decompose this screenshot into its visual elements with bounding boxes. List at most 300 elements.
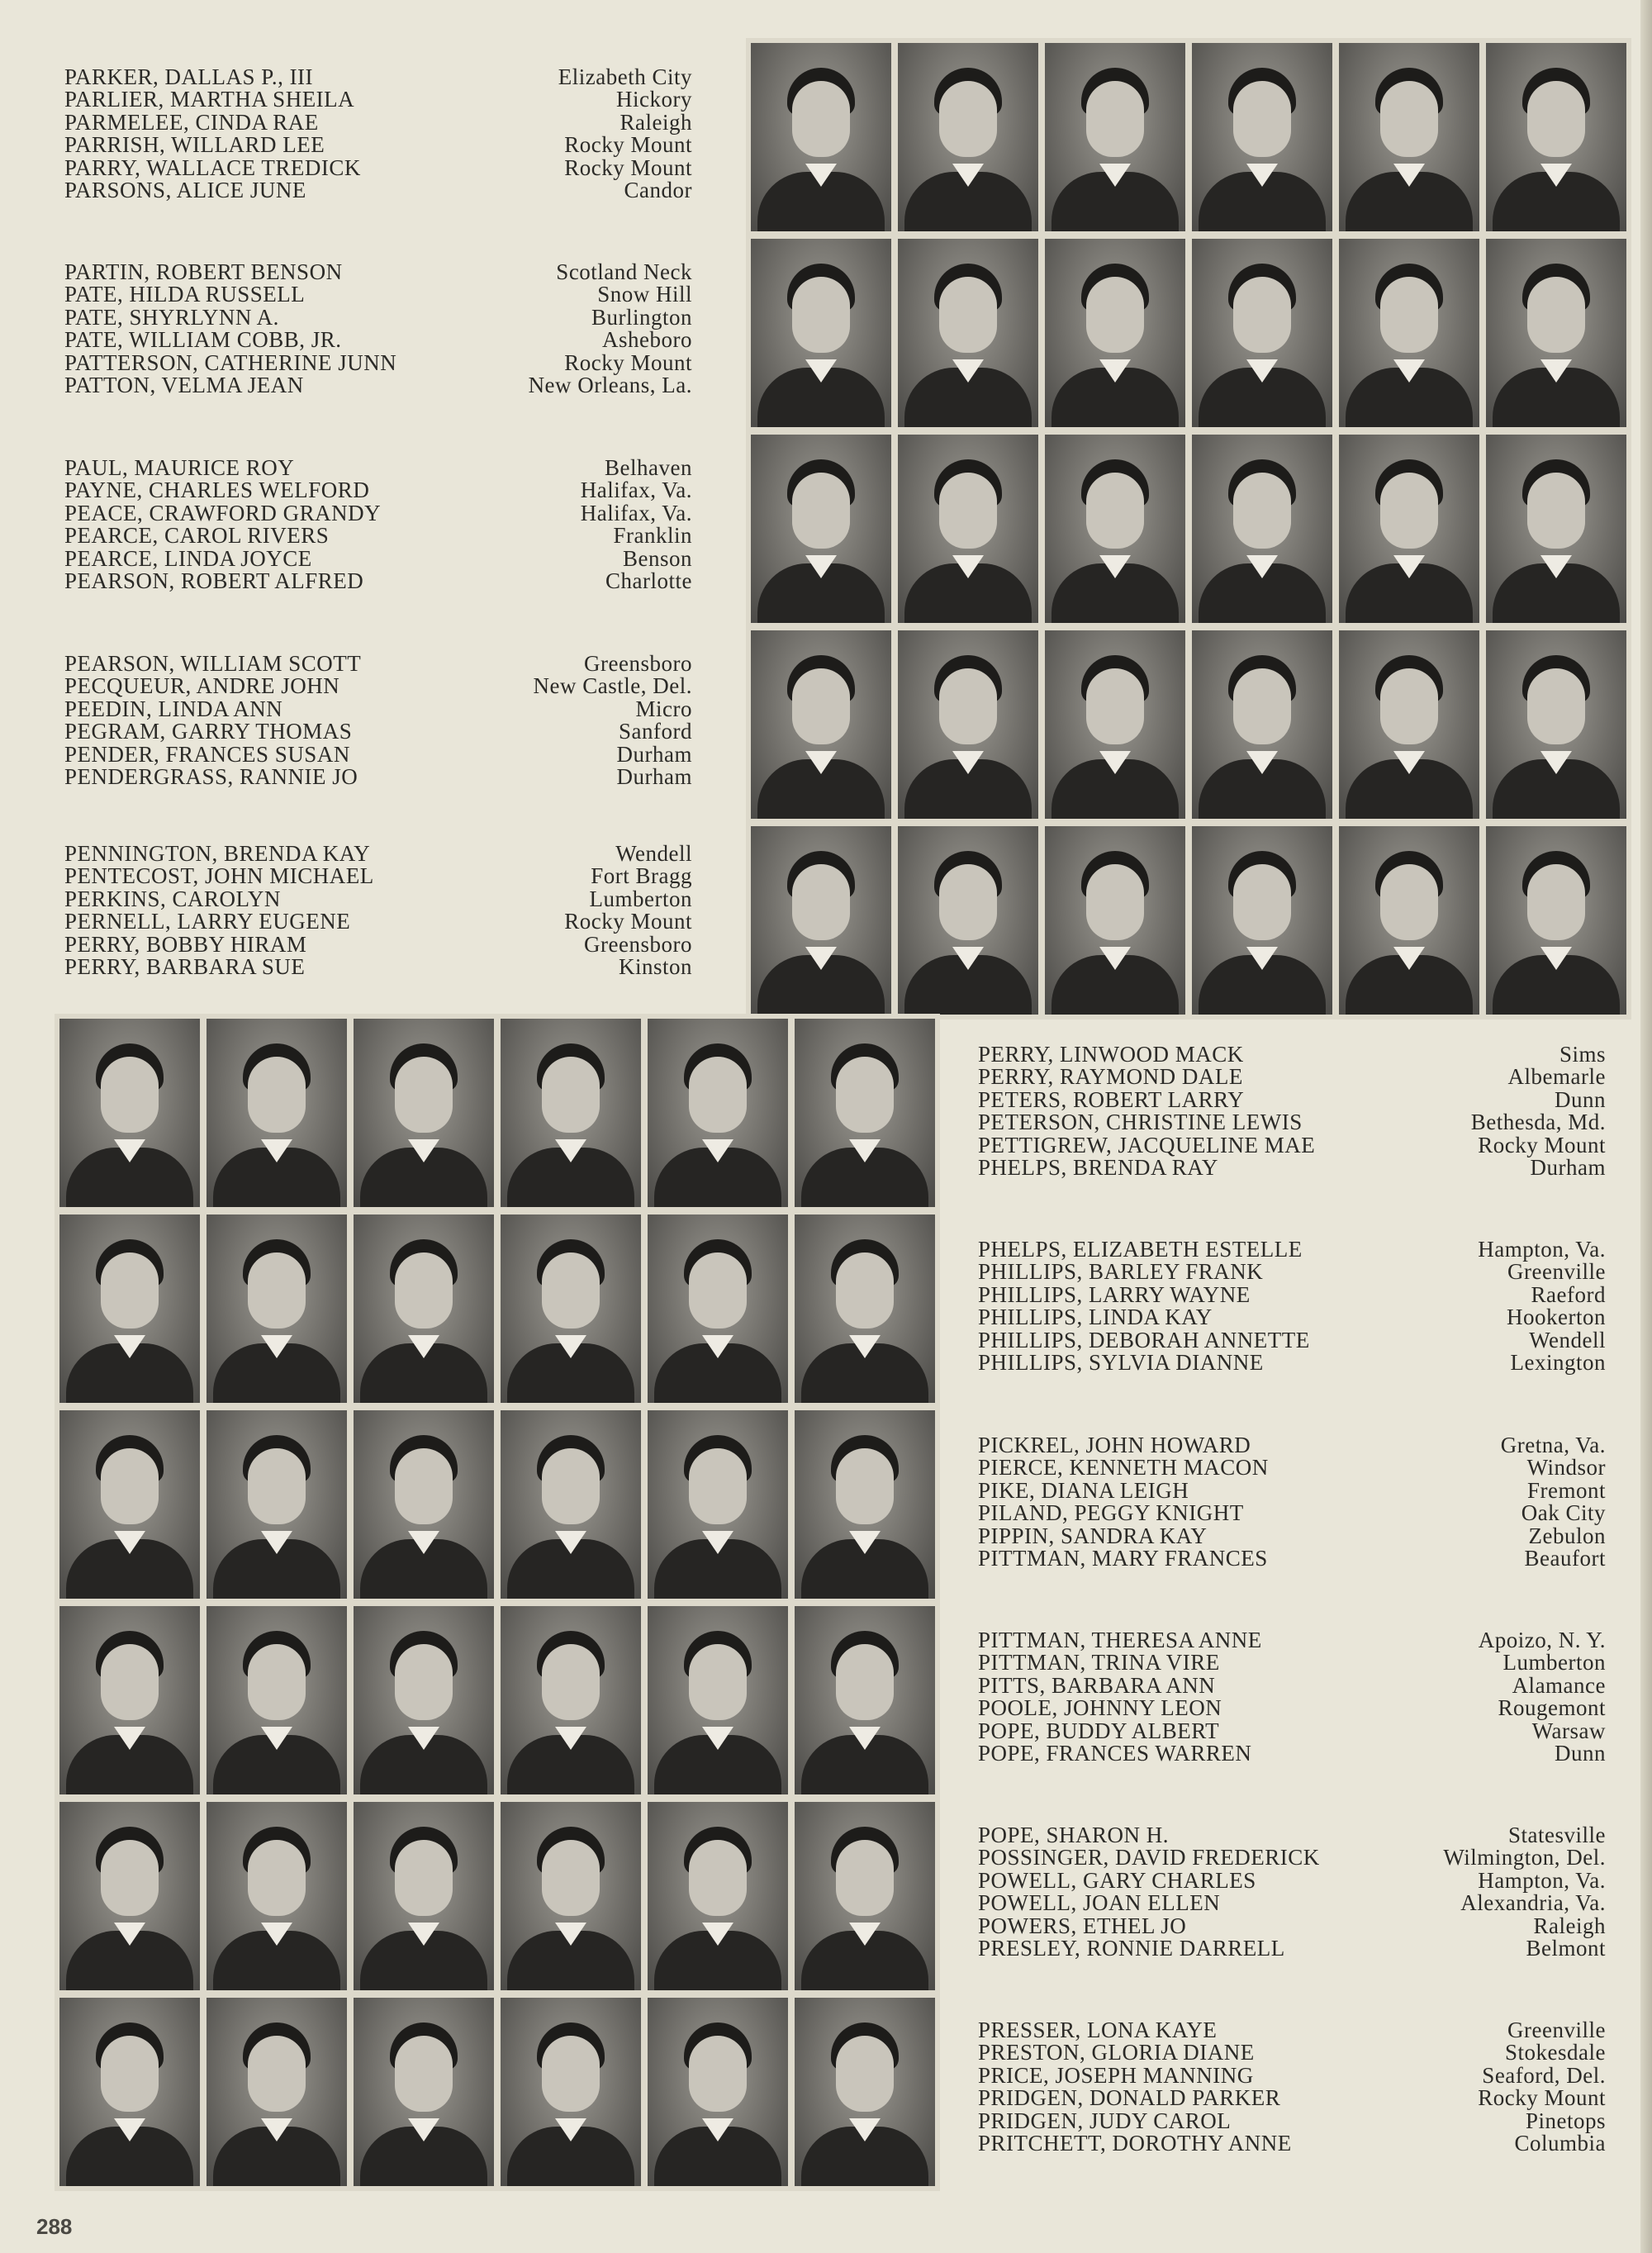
student-name: PERRY, RAYMOND DALE xyxy=(978,1064,1243,1090)
student-portrait xyxy=(898,630,1038,819)
portrait-face xyxy=(939,668,997,744)
student-name: PHELPS, ELIZABETH ESTELLE xyxy=(978,1237,1303,1262)
student-hometown: Wilmington, Del. xyxy=(1443,1845,1606,1870)
student-name: PARRY, WALLACE TREDICK xyxy=(64,154,361,180)
student-entry xyxy=(64,502,692,525)
lower-portrait-grid xyxy=(55,1014,940,2191)
student-hometown: Belhaven xyxy=(605,455,692,480)
student-hometown: Rocky Mount xyxy=(564,909,692,934)
student-name: PARLIER, MARTHA SHEILA xyxy=(64,87,355,112)
student-hometown: Raleigh xyxy=(1533,1913,1606,1938)
student-name: PITTMAN, THERESA ANNE xyxy=(978,1628,1262,1652)
portrait-face xyxy=(1086,864,1144,940)
student-portrait xyxy=(1045,630,1185,819)
student-entry xyxy=(978,1847,1606,1869)
student-name: PARKER, DALLAS P., III xyxy=(64,64,314,89)
portrait-face xyxy=(542,2036,600,2112)
portrait-face xyxy=(101,1448,159,1524)
student-portrait xyxy=(898,826,1038,1015)
student-name: POPE, SHARON H. xyxy=(978,1823,1170,1847)
student-portrait xyxy=(1192,630,1332,819)
student-entry xyxy=(978,1477,1606,1503)
student-entry xyxy=(64,374,692,397)
student-entry xyxy=(978,1134,1606,1157)
portrait-face xyxy=(689,1448,747,1524)
student-portrait xyxy=(206,1214,347,1403)
student-name: PERRY, LINWOOD MACK xyxy=(978,1042,1244,1067)
student-hometown: Scotland Neck xyxy=(556,259,692,284)
student-portrait xyxy=(1192,43,1332,231)
portrait-face xyxy=(689,1252,747,1329)
student-name: PARSONS, ALICE JUNE xyxy=(64,178,306,203)
student-entry xyxy=(64,843,692,865)
portrait-face xyxy=(1527,81,1585,157)
student-hometown: Fort Bragg xyxy=(591,863,692,889)
portrait-face xyxy=(939,864,997,940)
student-portrait xyxy=(898,43,1038,231)
student-entry xyxy=(978,1434,1606,1457)
student-name: PRESSER, LONA KAYE xyxy=(978,2018,1218,2042)
portrait-face xyxy=(792,81,850,157)
student-name: PEARCE, CAROL RIVERS xyxy=(64,523,330,549)
student-portrait xyxy=(59,1410,200,1599)
student-entry xyxy=(978,1086,1606,1112)
portrait-face xyxy=(939,81,997,157)
student-portrait xyxy=(1486,826,1626,1015)
portrait-face xyxy=(1380,277,1438,353)
student-name: PEEDIN, LINDA ANN xyxy=(64,696,283,721)
student-entry xyxy=(978,2019,1606,2041)
student-entry xyxy=(64,109,692,135)
portrait-face xyxy=(1233,277,1291,353)
student-hometown: Kinston xyxy=(618,954,692,980)
portrait-face xyxy=(395,1252,453,1329)
student-hometown: Raeford xyxy=(1531,1281,1606,1307)
student-hometown: Charlotte xyxy=(605,568,692,594)
student-portrait xyxy=(1045,43,1185,231)
student-hometown: Fremont xyxy=(1527,1477,1606,1503)
student-entry xyxy=(64,479,692,501)
name-group xyxy=(64,457,692,592)
name-group xyxy=(978,1238,1606,1374)
student-hometown: Wendell xyxy=(1529,1327,1606,1352)
student-portrait xyxy=(898,435,1038,623)
portrait-face xyxy=(836,1252,894,1329)
student-hometown: Candor xyxy=(624,178,692,203)
student-portrait xyxy=(795,1214,935,1403)
student-hometown: Hookerton xyxy=(1507,1305,1606,1330)
student-portrait xyxy=(1192,435,1332,623)
portrait-face xyxy=(1086,473,1144,549)
student-name: PHILLIPS, LINDA KAY xyxy=(978,1305,1213,1330)
student-name: PEARSON, WILLIAM SCOTT xyxy=(64,651,362,676)
student-entry xyxy=(978,2087,1606,2109)
student-name: PRITCHETT, DOROTHY ANNE xyxy=(978,2131,1292,2156)
student-hometown: Belmont xyxy=(1526,1936,1606,1961)
student-hometown: Windsor xyxy=(1526,1455,1606,1481)
portrait-face xyxy=(101,1057,159,1133)
student-portrait xyxy=(648,1410,788,1599)
student-name: PITTS, BARBARA ANN xyxy=(978,1672,1216,1698)
student-entry xyxy=(64,865,692,887)
student-hometown: Statesville xyxy=(1508,1823,1606,1847)
student-portrait xyxy=(206,1802,347,1990)
student-name: PHILLIPS, DEBORAH ANNETTE xyxy=(978,1327,1310,1352)
student-name: PARTIN, ROBERT BENSON xyxy=(64,259,343,284)
student-hometown: Snow Hill xyxy=(597,282,692,307)
student-portrait xyxy=(751,43,891,231)
student-name: PATE, WILLIAM COBB, JR. xyxy=(64,327,342,353)
student-portrait xyxy=(648,1214,788,1403)
student-portrait xyxy=(1339,630,1479,819)
student-portrait xyxy=(1339,826,1479,1015)
student-hometown: Micro xyxy=(635,696,692,721)
student-entry xyxy=(978,1261,1606,1283)
portrait-face xyxy=(101,2036,159,2112)
portrait-face xyxy=(792,864,850,940)
student-entry xyxy=(978,1652,1606,1674)
student-hometown: Albemarle xyxy=(1507,1064,1606,1090)
student-name: POPE, BUDDY ALBERT xyxy=(978,1718,1220,1743)
student-name: PILAND, PEGGY KNIGHT xyxy=(978,1500,1244,1526)
student-hometown: Lumberton xyxy=(589,886,692,911)
student-hometown: Halifax, Va. xyxy=(580,478,692,503)
student-name: PENNINGTON, BRENDA KAY xyxy=(64,841,371,866)
student-portrait xyxy=(501,1802,641,1990)
student-portrait xyxy=(648,1019,788,1207)
student-hometown: Beaufort xyxy=(1524,1546,1606,1571)
student-hometown: Wendell xyxy=(615,841,692,866)
student-name: PERNELL, LARRY EUGENE xyxy=(64,909,351,934)
portrait-face xyxy=(542,1644,600,1720)
student-portrait xyxy=(501,1410,641,1599)
student-name: PECQUEUR, ANDRE JOHN xyxy=(64,673,340,699)
portrait-face xyxy=(1086,277,1144,353)
portrait-face xyxy=(1380,864,1438,940)
student-entry xyxy=(64,329,692,351)
student-entry xyxy=(64,720,692,743)
student-entry xyxy=(64,888,692,910)
student-hometown: Rocky Mount xyxy=(564,132,692,158)
student-hometown: Hampton, Va. xyxy=(1478,1237,1606,1262)
name-group xyxy=(978,2019,1606,2155)
student-entry xyxy=(978,1157,1606,1179)
student-entry xyxy=(64,304,692,330)
portrait-face xyxy=(101,1840,159,1916)
student-name: POWERS, ETHEL JO xyxy=(978,1913,1187,1938)
student-name: PEARCE, LINDA JOYCE xyxy=(64,545,312,571)
page-edge-shadow xyxy=(1640,0,1652,2253)
student-hometown: Elizabeth City xyxy=(558,64,692,89)
student-portrait xyxy=(1486,239,1626,427)
portrait-face xyxy=(792,473,850,549)
student-portrait xyxy=(1045,239,1185,427)
student-name: POSSINGER, DAVID FREDERICK xyxy=(978,1845,1320,1870)
portrait-face xyxy=(689,1840,747,1916)
student-entry xyxy=(64,766,692,788)
student-name: PRIDGEN, DONALD PARKER xyxy=(978,2085,1281,2111)
portrait-face xyxy=(248,1644,306,1720)
portrait-face xyxy=(542,1252,600,1329)
portrait-face xyxy=(689,1057,747,1133)
name-group xyxy=(64,653,692,788)
portrait-face xyxy=(1380,473,1438,549)
student-name: PEACE, CRAWFORD GRANDY xyxy=(64,500,382,525)
student-hometown: Sanford xyxy=(619,719,692,744)
portrait-face xyxy=(1086,668,1144,744)
student-name: PRICE, JOSEPH MANNING xyxy=(978,2062,1254,2088)
student-portrait xyxy=(1486,435,1626,623)
student-entry xyxy=(978,1238,1606,1261)
student-portrait xyxy=(354,1214,494,1403)
student-name: PENDERGRASS, RANNIE JO xyxy=(64,764,358,790)
portrait-face xyxy=(836,1057,894,1133)
student-name: POOLE, JOHNNY LEON xyxy=(978,1695,1222,1721)
student-portrait xyxy=(751,239,891,427)
student-entry xyxy=(978,2110,1606,2132)
portrait-face xyxy=(1380,81,1438,157)
name-group xyxy=(978,1434,1606,1570)
student-portrait xyxy=(1192,826,1332,1015)
student-hometown: Greenville xyxy=(1507,1259,1606,1285)
student-hometown: Durham xyxy=(616,764,692,790)
name-group xyxy=(64,261,692,397)
student-portrait xyxy=(354,1606,494,1794)
student-hometown: Greenville xyxy=(1507,2018,1606,2042)
student-hometown: Burlington xyxy=(591,304,692,330)
student-name: PERKINS, CAROLYN xyxy=(64,886,281,911)
student-portrait xyxy=(354,1998,494,2186)
student-portrait xyxy=(1045,826,1185,1015)
student-hometown: Zebulon xyxy=(1528,1523,1606,1548)
student-portrait xyxy=(1486,43,1626,231)
student-portrait xyxy=(59,1802,200,1990)
student-name: PARRISH, WILLARD LEE xyxy=(64,132,325,158)
student-portrait xyxy=(206,1998,347,2186)
student-name: PENTECOST, JOHN MICHAEL xyxy=(64,863,374,889)
student-entry xyxy=(978,1066,1606,1088)
student-entry xyxy=(64,545,692,571)
portrait-face xyxy=(1233,864,1291,940)
student-name: PETERS, ROBERT LARRY xyxy=(978,1086,1245,1112)
student-entry xyxy=(978,1697,1606,1719)
student-hometown: Apoizo, N. Y. xyxy=(1478,1628,1606,1652)
student-entry xyxy=(978,2062,1606,2088)
student-hometown: Raleigh xyxy=(620,109,692,135)
student-name: PRESTON, GLORIA DIANE xyxy=(978,2040,1255,2065)
student-portrait xyxy=(59,1019,200,1207)
student-entry xyxy=(64,741,692,767)
student-hometown: Durham xyxy=(616,741,692,767)
student-hometown: Lexington xyxy=(1510,1350,1606,1376)
portrait-face xyxy=(542,1840,600,1916)
student-entry xyxy=(978,1867,1606,1893)
student-portrait xyxy=(751,826,891,1015)
student-hometown: Rougemont xyxy=(1498,1695,1606,1721)
portrait-face xyxy=(542,1057,600,1133)
student-portrait xyxy=(795,1998,935,2186)
student-entry xyxy=(64,349,692,375)
student-hometown: Warsaw xyxy=(1531,1718,1606,1743)
student-hometown: Alexandria, Va. xyxy=(1460,1890,1606,1916)
student-hometown: Alamance xyxy=(1512,1672,1606,1698)
portrait-face xyxy=(248,2036,306,2112)
student-hometown: Sims xyxy=(1559,1042,1606,1067)
student-entry xyxy=(64,134,692,156)
student-entry xyxy=(64,931,692,957)
student-portrait xyxy=(354,1410,494,1599)
student-name: PEGRAM, GARRY THOMAS xyxy=(64,719,353,744)
name-group xyxy=(978,1629,1606,1765)
student-portrait xyxy=(1339,43,1479,231)
student-hometown: Greensboro xyxy=(584,651,692,676)
portrait-face xyxy=(836,1644,894,1720)
student-entry xyxy=(64,525,692,547)
student-hometown: Rocky Mount xyxy=(564,154,692,180)
student-hometown: Dunn xyxy=(1555,1086,1606,1112)
student-hometown: Dunn xyxy=(1555,1741,1606,1766)
portrait-face xyxy=(1527,864,1585,940)
student-name: PRIDGEN, JUDY CAROL xyxy=(978,2108,1232,2133)
student-entry xyxy=(64,675,692,697)
student-entry xyxy=(978,1892,1606,1914)
student-entry xyxy=(978,1937,1606,1960)
student-name: PHILLIPS, BARLEY FRANK xyxy=(978,1259,1264,1285)
student-portrait xyxy=(648,1606,788,1794)
portrait-face xyxy=(836,1448,894,1524)
student-entry xyxy=(978,1043,1606,1066)
student-name: PHILLIPS, SYLVIA DIANNE xyxy=(978,1350,1264,1376)
portrait-face xyxy=(1233,81,1291,157)
student-portrait xyxy=(206,1410,347,1599)
student-hometown: Pinetops xyxy=(1525,2108,1606,2133)
student-entry xyxy=(64,66,692,88)
student-hometown: Seaford, Del. xyxy=(1482,2062,1606,2088)
student-hometown: Asheboro xyxy=(602,327,692,353)
student-entry xyxy=(978,1672,1606,1698)
student-hometown: Hampton, Va. xyxy=(1478,1867,1606,1893)
student-entry xyxy=(64,570,692,592)
student-entry xyxy=(978,1457,1606,1479)
student-hometown: Rocky Mount xyxy=(564,349,692,375)
student-portrait xyxy=(898,239,1038,427)
student-portrait xyxy=(751,435,891,623)
student-portrait xyxy=(751,630,891,819)
portrait-face xyxy=(395,1840,453,1916)
student-name: PARMELEE, CINDA RAE xyxy=(64,109,319,135)
student-entry xyxy=(64,154,692,180)
portrait-face xyxy=(689,2036,747,2112)
student-entry xyxy=(64,283,692,306)
portrait-face xyxy=(689,1644,747,1720)
student-portrait xyxy=(795,1606,935,1794)
student-name: PETERSON, CHRISTINE LEWIS xyxy=(978,1110,1303,1135)
student-portrait xyxy=(501,1214,641,1403)
student-name: PITTMAN, MARY FRANCES xyxy=(978,1546,1268,1571)
portrait-face xyxy=(1527,473,1585,549)
student-name: PIERCE, KENNETH MACON xyxy=(978,1455,1269,1481)
student-hometown: Greensboro xyxy=(584,931,692,957)
student-portrait xyxy=(795,1019,935,1207)
portrait-face xyxy=(248,1448,306,1524)
student-portrait xyxy=(1486,630,1626,819)
student-name: POWELL, JOAN ELLEN xyxy=(978,1890,1221,1916)
student-hometown: Rocky Mount xyxy=(1478,1132,1606,1157)
student-name: PATTERSON, CATHERINE JUNN xyxy=(64,349,397,375)
student-portrait xyxy=(1192,239,1332,427)
name-group xyxy=(64,843,692,978)
student-name: PHELPS, BRENDA RAY xyxy=(978,1155,1218,1181)
student-entry xyxy=(978,1502,1606,1524)
student-entry xyxy=(64,698,692,720)
student-hometown: Rocky Mount xyxy=(1478,2085,1606,2111)
student-hometown: Durham xyxy=(1530,1155,1606,1181)
student-name: PAYNE, CHARLES WELFORD xyxy=(64,478,370,503)
student-entry xyxy=(978,1352,1606,1374)
portrait-face xyxy=(248,1252,306,1329)
student-portrait xyxy=(1339,435,1479,623)
student-entry xyxy=(978,1824,1606,1847)
portrait-face xyxy=(101,1644,159,1720)
student-hometown: Hickory xyxy=(616,87,692,112)
student-name: PERRY, BOBBY HIRAM xyxy=(64,931,307,957)
student-entry xyxy=(978,1306,1606,1329)
portrait-face xyxy=(248,1057,306,1133)
student-name: PENDER, FRANCES SUSAN xyxy=(64,741,350,767)
student-portrait xyxy=(648,1998,788,2186)
student-entry xyxy=(978,1629,1606,1652)
portrait-face xyxy=(792,277,850,353)
portrait-face xyxy=(1233,473,1291,549)
portrait-face xyxy=(395,1057,453,1133)
student-hometown: Franklin xyxy=(613,523,692,549)
student-entry xyxy=(978,1525,1606,1547)
portrait-face xyxy=(1527,668,1585,744)
student-hometown: Oak City xyxy=(1521,1500,1606,1526)
portrait-face xyxy=(1527,277,1585,353)
student-hometown: Lumberton xyxy=(1502,1650,1606,1675)
student-name: PHILLIPS, LARRY WAYNE xyxy=(978,1281,1251,1307)
student-portrait xyxy=(1339,239,1479,427)
portrait-face xyxy=(395,2036,453,2112)
student-name: PIKE, DIANA LEIGH xyxy=(978,1477,1189,1503)
student-hometown: Gretna, Va. xyxy=(1500,1433,1606,1457)
portrait-face xyxy=(248,1840,306,1916)
portrait-face xyxy=(836,1840,894,1916)
student-portrait xyxy=(206,1019,347,1207)
student-name: POWELL, GARY CHARLES xyxy=(978,1867,1256,1893)
student-entry xyxy=(978,1720,1606,1742)
portrait-face xyxy=(395,1448,453,1524)
student-hometown: Halifax, Va. xyxy=(580,500,692,525)
student-name: PATE, SHYRLYNN A. xyxy=(64,304,279,330)
student-portrait xyxy=(354,1802,494,1990)
portrait-face xyxy=(1233,668,1291,744)
student-portrait xyxy=(501,1606,641,1794)
student-name: PICKREL, JOHN HOWARD xyxy=(978,1433,1251,1457)
upper-portrait-grid xyxy=(746,38,1631,1020)
student-entry xyxy=(978,1281,1606,1307)
student-portrait xyxy=(59,1214,200,1403)
student-name: PRESLEY, RONNIE DARRELL xyxy=(978,1936,1285,1961)
student-hometown: New Castle, Del. xyxy=(533,673,692,699)
name-group xyxy=(64,66,692,202)
student-entry xyxy=(64,653,692,675)
student-entry xyxy=(978,1915,1606,1937)
portrait-face xyxy=(939,473,997,549)
student-portrait xyxy=(795,1410,935,1599)
portrait-face xyxy=(1086,81,1144,157)
